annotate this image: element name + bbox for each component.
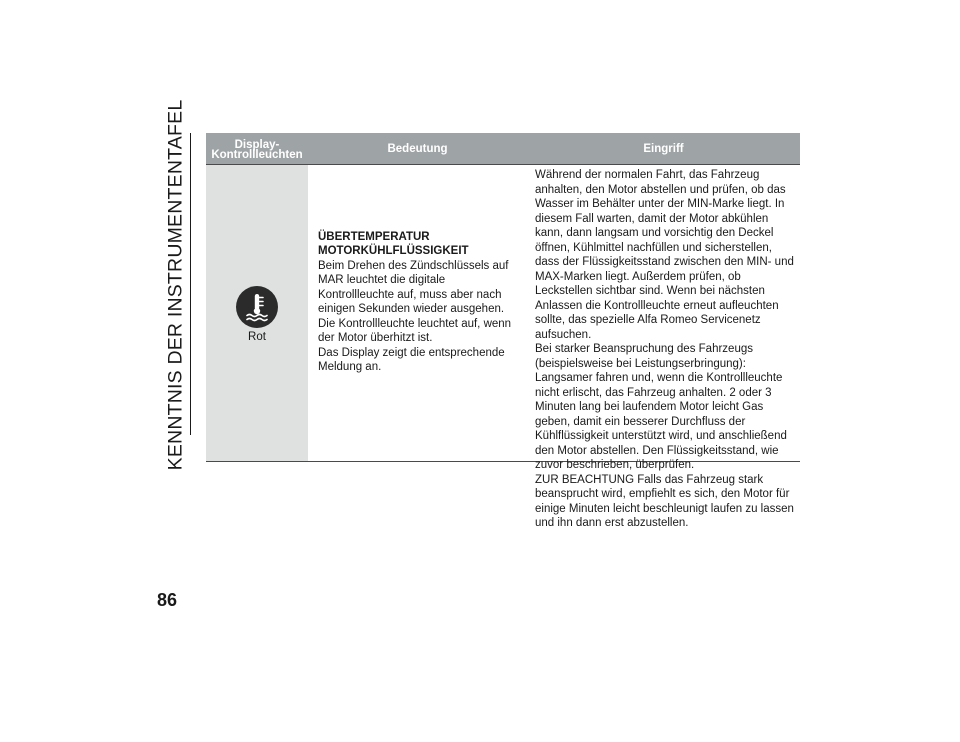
- header-indicator: [206, 133, 308, 164]
- chapter-title: [162, 99, 190, 471]
- coolant-temperature-icon: [236, 286, 278, 328]
- header-action: [527, 133, 800, 164]
- header-meaning: [308, 133, 527, 164]
- header-meaning-label: Bedeutung: [387, 142, 448, 155]
- chapter-rule: [190, 133, 191, 435]
- chapter-title-text: KENNTNIS DER INSTRUMENTENTAFEL: [164, 99, 187, 471]
- action-cell: [527, 165, 800, 529]
- meaning-cell: [308, 165, 527, 461]
- page-number: 86: [157, 590, 178, 610]
- meaning-paragraph-2: Das Display zeigt die entsprechende Meldung an.: [318, 346, 505, 373]
- meaning-content: [318, 230, 518, 375]
- meaning-heading: ÜBERTEMPERATUR MOTORKÜHLFLÜSSIGKEIT: [318, 230, 469, 257]
- indicator-cell: [206, 165, 308, 461]
- table-row: [206, 165, 800, 529]
- action-paragraph-2: Bei starker Beanspruchung des Fahrzeugs (beispielsweise bei Leistungserbringung): Langsamer fahren und, wenn die Kontrollleuchte nicht erlischt, das Fahrzeug anhalten. 2 oder 3 Minuten lang bei laufendem Motor leicht Gas geben, damit ein besserer Durchfluss der Kühlflüssigkeit unterstützt wird, und anschließend den Motor abstellen. Den Flüssigkeitsstand, wie zuvor beschrieben, überprüfen.: [535, 343, 787, 471]
- meaning-paragraph-1: Beim Drehen des Zündschlüssels auf MAR leuchtet die digitale Kontrollleuchte auf, muss aber nach einigen Sekunden wieder ausgehen. Die Kontrollleuchte leuchtet auf, wenn der Motor überhitzt ist.: [318, 259, 512, 344]
- action-paragraph-3: ZUR BEACHTUNG Falls das Fahrzeug stark beansprucht wird, empfiehlt es sich, den Motor für einige Minuten leicht beschleunigt laufen zu lassen und ihn dann erst abzustellen.: [535, 473, 794, 529]
- lamp-color-label: Rot: [248, 331, 266, 343]
- warning-lights-table: [206, 133, 800, 529]
- action-paragraph-1: Während der normalen Fahrt, das Fahrzeug anhalten, den Motor abstellen und prüfen, ob das Wasser im Behälter unter der MIN-Marke liegt. In diesem Fall warten, damit der Motor abkühlen kann, dann langsam und vorsichtig den Deckel öffnen, Kühlmittel nachfüllen und sicherstellen, dass der Flüssigkeitsstand zwischen den MIN- und MAX-Marken liegt. Außerdem prüfen, ob Leckstellen sichtbar sind. Wenn bei nächsten Anlassen die Kontrollleuchte erneut aufleuchten sollte, das spezielle Alfa Romeo Servicenetz aufsuchen.: [535, 169, 794, 341]
- header-indicator-label: Display- Kontrollleuchten: [211, 138, 303, 161]
- table-header: [206, 133, 800, 164]
- header-action-label: Eingriff: [643, 142, 684, 155]
